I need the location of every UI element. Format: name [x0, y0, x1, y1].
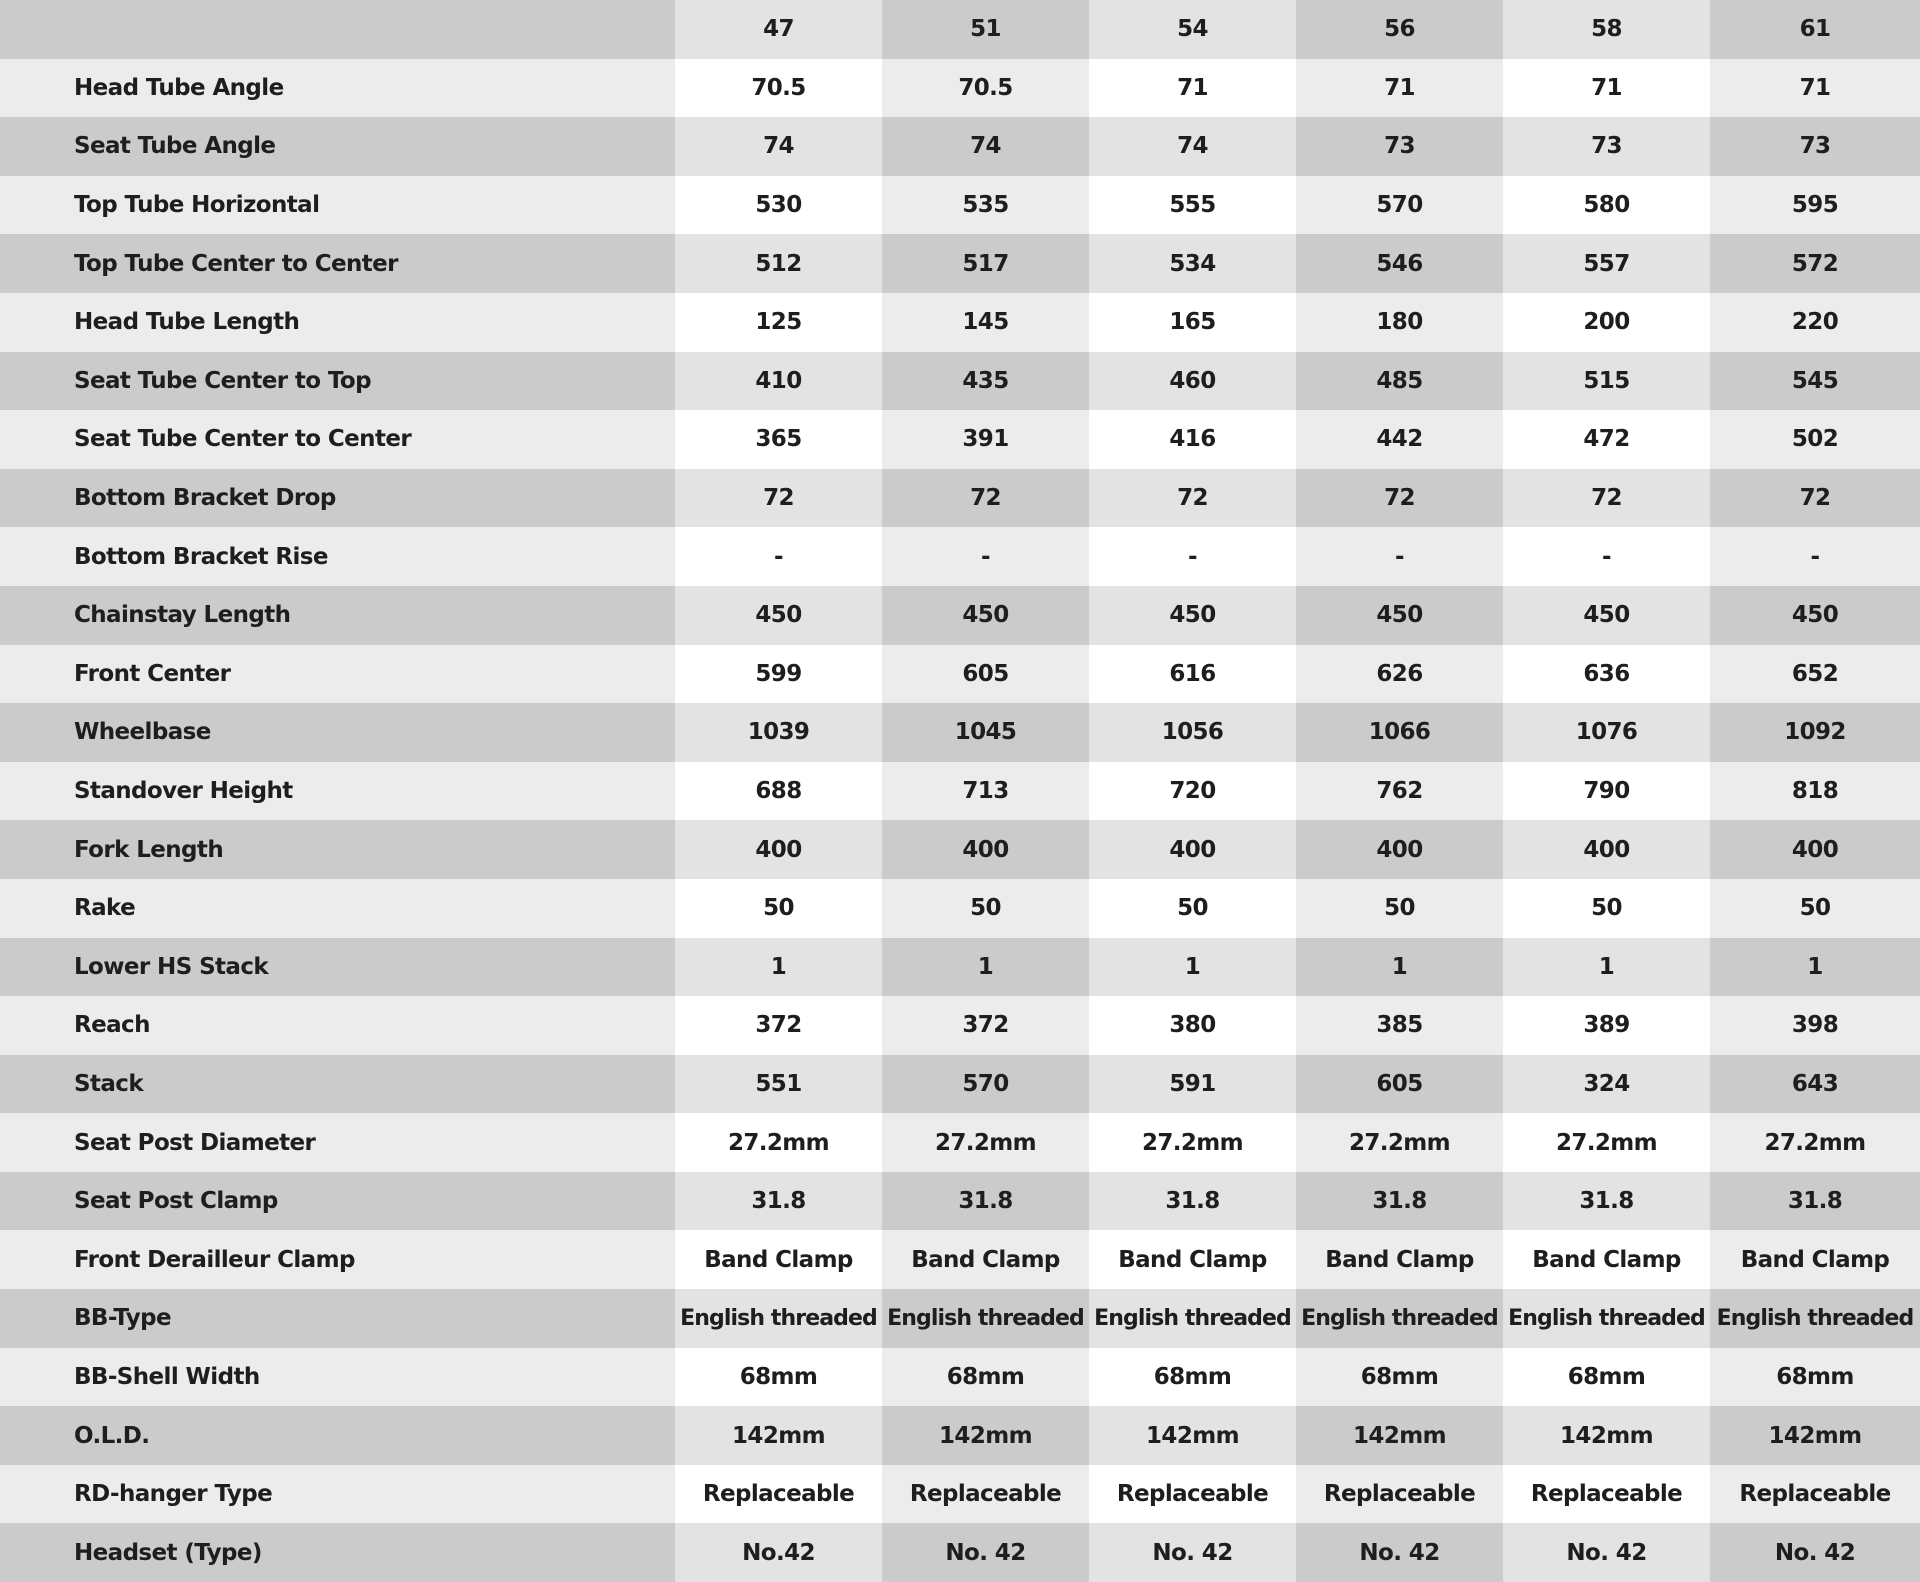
- value-cell-size-61: 398: [1710, 996, 1920, 1055]
- value-cell-size-51: 27.2mm: [882, 1113, 1089, 1172]
- value-cell-size-61: 220: [1710, 293, 1920, 352]
- value-cell-size-61: No. 42: [1710, 1523, 1920, 1582]
- value-cell-size-58: Band Clamp: [1503, 1230, 1710, 1289]
- value-cell-size-54: 380: [1089, 996, 1296, 1055]
- row-label: Wheelbase: [0, 703, 675, 762]
- value-cell-size-58: Replaceable: [1503, 1465, 1710, 1524]
- value-cell-size-58: 68mm: [1503, 1348, 1710, 1407]
- value-cell-size-56: 605: [1296, 1055, 1503, 1114]
- value-cell-size-61: 502: [1710, 410, 1920, 469]
- value-cell-size-47: 688: [675, 762, 882, 821]
- value-cell-size-54: 74: [1089, 117, 1296, 176]
- row-label: Fork Length: [0, 820, 675, 879]
- value-cell-size-61: Band Clamp: [1710, 1230, 1920, 1289]
- row-label: Seat Tube Angle: [0, 117, 675, 176]
- value-cell-size-51: 517: [882, 234, 1089, 293]
- value-cell-size-47: -: [675, 527, 882, 586]
- value-cell-size-47: 530: [675, 176, 882, 235]
- value-cell-size-56: 546: [1296, 234, 1503, 293]
- size-header-47: 47: [675, 0, 882, 59]
- value-cell-size-58: 1076: [1503, 703, 1710, 762]
- value-cell-size-58: 400: [1503, 820, 1710, 879]
- value-cell-size-51: 1045: [882, 703, 1089, 762]
- value-cell-size-51: 605: [882, 645, 1089, 704]
- value-cell-size-54: 71: [1089, 59, 1296, 118]
- value-cell-size-56: 142mm: [1296, 1406, 1503, 1465]
- size-header-51: 51: [882, 0, 1089, 59]
- value-cell-size-47: 1: [675, 938, 882, 997]
- value-cell-size-56: 71: [1296, 59, 1503, 118]
- value-cell-size-54: 400: [1089, 820, 1296, 879]
- value-cell-size-56: 570: [1296, 176, 1503, 235]
- row-label: Top Tube Horizontal: [0, 176, 675, 235]
- value-cell-size-56: 385: [1296, 996, 1503, 1055]
- value-cell-size-51: 400: [882, 820, 1089, 879]
- row-label: Front Derailleur Clamp: [0, 1230, 675, 1289]
- value-cell-size-56: English threaded: [1296, 1289, 1503, 1348]
- value-cell-size-51: Replaceable: [882, 1465, 1089, 1524]
- value-cell-size-61: 31.8: [1710, 1172, 1920, 1231]
- row-label: BB-Shell Width: [0, 1348, 675, 1407]
- value-cell-size-54: 50: [1089, 879, 1296, 938]
- value-cell-size-56: 1: [1296, 938, 1503, 997]
- value-cell-size-61: 1092: [1710, 703, 1920, 762]
- value-cell-size-61: 572: [1710, 234, 1920, 293]
- value-cell-size-54: 416: [1089, 410, 1296, 469]
- value-cell-size-51: 570: [882, 1055, 1089, 1114]
- value-cell-size-61: 73: [1710, 117, 1920, 176]
- value-cell-size-51: 145: [882, 293, 1089, 352]
- value-cell-size-56: 1066: [1296, 703, 1503, 762]
- value-cell-size-51: 50: [882, 879, 1089, 938]
- value-cell-size-56: 50: [1296, 879, 1503, 938]
- value-cell-size-51: 391: [882, 410, 1089, 469]
- value-cell-size-47: 551: [675, 1055, 882, 1114]
- value-cell-size-61: -: [1710, 527, 1920, 586]
- value-cell-size-61: 50: [1710, 879, 1920, 938]
- value-cell-size-58: 73: [1503, 117, 1710, 176]
- value-cell-size-58: 557: [1503, 234, 1710, 293]
- value-cell-size-54: 142mm: [1089, 1406, 1296, 1465]
- value-cell-size-61: 27.2mm: [1710, 1113, 1920, 1172]
- value-cell-size-54: Band Clamp: [1089, 1230, 1296, 1289]
- value-cell-size-58: English threaded: [1503, 1289, 1710, 1348]
- value-cell-size-47: 599: [675, 645, 882, 704]
- value-cell-size-61: 72: [1710, 469, 1920, 528]
- size-header-61: 61: [1710, 0, 1920, 59]
- value-cell-size-56: 450: [1296, 586, 1503, 645]
- value-cell-size-56: Replaceable: [1296, 1465, 1503, 1524]
- value-cell-size-58: 389: [1503, 996, 1710, 1055]
- value-cell-size-47: No.42: [675, 1523, 882, 1582]
- value-cell-size-47: 1039: [675, 703, 882, 762]
- value-cell-size-56: 27.2mm: [1296, 1113, 1503, 1172]
- value-cell-size-58: 27.2mm: [1503, 1113, 1710, 1172]
- value-cell-size-56: 180: [1296, 293, 1503, 352]
- value-cell-size-61: 818: [1710, 762, 1920, 821]
- value-cell-size-58: 142mm: [1503, 1406, 1710, 1465]
- row-label: Seat Post Clamp: [0, 1172, 675, 1231]
- value-cell-size-47: 31.8: [675, 1172, 882, 1231]
- row-label: Bottom Bracket Drop: [0, 469, 675, 528]
- header-label-cell: [0, 0, 675, 59]
- value-cell-size-58: 636: [1503, 645, 1710, 704]
- value-cell-size-54: 1: [1089, 938, 1296, 997]
- value-cell-size-51: 450: [882, 586, 1089, 645]
- value-cell-size-56: 626: [1296, 645, 1503, 704]
- size-header-58: 58: [1503, 0, 1710, 59]
- row-label: Chainstay Length: [0, 586, 675, 645]
- value-cell-size-56: No. 42: [1296, 1523, 1503, 1582]
- value-cell-size-51: 713: [882, 762, 1089, 821]
- row-label: Rake: [0, 879, 675, 938]
- value-cell-size-61: 400: [1710, 820, 1920, 879]
- row-label: BB-Type: [0, 1289, 675, 1348]
- value-cell-size-51: 68mm: [882, 1348, 1089, 1407]
- value-cell-size-54: 31.8: [1089, 1172, 1296, 1231]
- value-cell-size-56: 31.8: [1296, 1172, 1503, 1231]
- row-label: Head Tube Length: [0, 293, 675, 352]
- value-cell-size-47: Replaceable: [675, 1465, 882, 1524]
- value-cell-size-47: 365: [675, 410, 882, 469]
- value-cell-size-61: 595: [1710, 176, 1920, 235]
- value-cell-size-47: 142mm: [675, 1406, 882, 1465]
- row-label: Front Center: [0, 645, 675, 704]
- value-cell-size-58: 515: [1503, 352, 1710, 411]
- value-cell-size-58: 72: [1503, 469, 1710, 528]
- value-cell-size-51: 435: [882, 352, 1089, 411]
- value-cell-size-61: 545: [1710, 352, 1920, 411]
- value-cell-size-61: 142mm: [1710, 1406, 1920, 1465]
- size-header-56: 56: [1296, 0, 1503, 59]
- row-label: Bottom Bracket Rise: [0, 527, 675, 586]
- value-cell-size-51: Band Clamp: [882, 1230, 1089, 1289]
- value-cell-size-54: -: [1089, 527, 1296, 586]
- value-cell-size-58: 324: [1503, 1055, 1710, 1114]
- value-cell-size-54: 165: [1089, 293, 1296, 352]
- value-cell-size-47: 512: [675, 234, 882, 293]
- value-cell-size-51: 70.5: [882, 59, 1089, 118]
- value-cell-size-47: English threaded: [675, 1289, 882, 1348]
- value-cell-size-47: Band Clamp: [675, 1230, 882, 1289]
- value-cell-size-51: 74: [882, 117, 1089, 176]
- value-cell-size-61: Replaceable: [1710, 1465, 1920, 1524]
- value-cell-size-54: 450: [1089, 586, 1296, 645]
- row-label: Lower HS Stack: [0, 938, 675, 997]
- value-cell-size-51: 372: [882, 996, 1089, 1055]
- value-cell-size-54: 616: [1089, 645, 1296, 704]
- value-cell-size-61: 68mm: [1710, 1348, 1920, 1407]
- value-cell-size-54: 720: [1089, 762, 1296, 821]
- value-cell-size-58: -: [1503, 527, 1710, 586]
- value-cell-size-54: 460: [1089, 352, 1296, 411]
- value-cell-size-51: -: [882, 527, 1089, 586]
- value-cell-size-58: 200: [1503, 293, 1710, 352]
- value-cell-size-54: 534: [1089, 234, 1296, 293]
- value-cell-size-61: 71: [1710, 59, 1920, 118]
- row-label: Top Tube Center to Center: [0, 234, 675, 293]
- value-cell-size-58: 790: [1503, 762, 1710, 821]
- row-label: O.L.D.: [0, 1406, 675, 1465]
- value-cell-size-47: 372: [675, 996, 882, 1055]
- value-cell-size-61: 652: [1710, 645, 1920, 704]
- value-cell-size-47: 450: [675, 586, 882, 645]
- value-cell-size-56: 72: [1296, 469, 1503, 528]
- value-cell-size-54: No. 42: [1089, 1523, 1296, 1582]
- value-cell-size-58: 1: [1503, 938, 1710, 997]
- value-cell-size-47: 50: [675, 879, 882, 938]
- value-cell-size-51: 142mm: [882, 1406, 1089, 1465]
- value-cell-size-47: 400: [675, 820, 882, 879]
- value-cell-size-54: 72: [1089, 469, 1296, 528]
- value-cell-size-58: No. 42: [1503, 1523, 1710, 1582]
- value-cell-size-58: 450: [1503, 586, 1710, 645]
- value-cell-size-56: 400: [1296, 820, 1503, 879]
- value-cell-size-56: 442: [1296, 410, 1503, 469]
- value-cell-size-54: 1056: [1089, 703, 1296, 762]
- row-label: Seat Tube Center to Center: [0, 410, 675, 469]
- value-cell-size-51: English threaded: [882, 1289, 1089, 1348]
- row-label: Stack: [0, 1055, 675, 1114]
- value-cell-size-54: English threaded: [1089, 1289, 1296, 1348]
- value-cell-size-54: 27.2mm: [1089, 1113, 1296, 1172]
- value-cell-size-58: 31.8: [1503, 1172, 1710, 1231]
- value-cell-size-51: 72: [882, 469, 1089, 528]
- value-cell-size-54: 68mm: [1089, 1348, 1296, 1407]
- value-cell-size-56: Band Clamp: [1296, 1230, 1503, 1289]
- value-cell-size-51: 1: [882, 938, 1089, 997]
- row-label: Seat Tube Center to Top: [0, 352, 675, 411]
- value-cell-size-47: 70.5: [675, 59, 882, 118]
- value-cell-size-47: 68mm: [675, 1348, 882, 1407]
- value-cell-size-58: 580: [1503, 176, 1710, 235]
- value-cell-size-51: 535: [882, 176, 1089, 235]
- value-cell-size-61: 1: [1710, 938, 1920, 997]
- row-label: RD-hanger Type: [0, 1465, 675, 1524]
- value-cell-size-61: English threaded: [1710, 1289, 1920, 1348]
- value-cell-size-56: 68mm: [1296, 1348, 1503, 1407]
- value-cell-size-51: 31.8: [882, 1172, 1089, 1231]
- value-cell-size-61: 450: [1710, 586, 1920, 645]
- value-cell-size-47: 125: [675, 293, 882, 352]
- value-cell-size-47: 27.2mm: [675, 1113, 882, 1172]
- value-cell-size-56: 73: [1296, 117, 1503, 176]
- value-cell-size-58: 472: [1503, 410, 1710, 469]
- value-cell-size-51: No. 42: [882, 1523, 1089, 1582]
- value-cell-size-58: 50: [1503, 879, 1710, 938]
- value-cell-size-58: 71: [1503, 59, 1710, 118]
- value-cell-size-61: 643: [1710, 1055, 1920, 1114]
- size-header-54: 54: [1089, 0, 1296, 59]
- value-cell-size-54: 555: [1089, 176, 1296, 235]
- value-cell-size-47: 72: [675, 469, 882, 528]
- value-cell-size-56: 485: [1296, 352, 1503, 411]
- value-cell-size-56: -: [1296, 527, 1503, 586]
- value-cell-size-56: 762: [1296, 762, 1503, 821]
- value-cell-size-54: Replaceable: [1089, 1465, 1296, 1524]
- row-label: Reach: [0, 996, 675, 1055]
- row-label: Seat Post Diameter: [0, 1113, 675, 1172]
- row-label: Head Tube Angle: [0, 59, 675, 118]
- value-cell-size-47: 74: [675, 117, 882, 176]
- value-cell-size-47: 410: [675, 352, 882, 411]
- row-label: Standover Height: [0, 762, 675, 821]
- row-label: Headset (Type): [0, 1523, 675, 1582]
- value-cell-size-54: 591: [1089, 1055, 1296, 1114]
